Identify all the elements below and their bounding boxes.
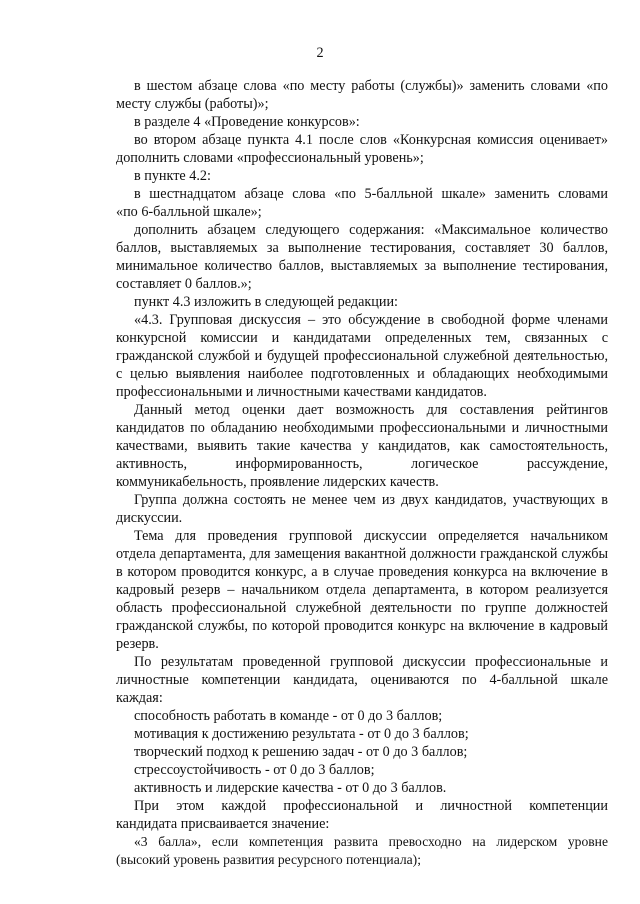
text-line: область профессиональной служебной деятельности по группе должностей xyxy=(116,600,608,616)
text-line: резерв. xyxy=(116,636,159,652)
text-line: Тема для проведения групповой дискуссии определяется начальником xyxy=(134,528,608,544)
text-line: с целью выявления наиболее подготовленных и обладающих необходимыми xyxy=(116,366,608,382)
text-line: «по 6-балльной шкале»; xyxy=(116,204,262,220)
text-line: во втором абзаце пункта 4.1 после слов «Конкурсная комиссия оценивает» xyxy=(134,132,608,148)
text-line: При этом каждой профессиональной и личностной компетенции xyxy=(134,798,608,814)
text-line: стрессоустойчивость - от 0 до 3 баллов; xyxy=(134,762,375,778)
text-line: каждая: xyxy=(116,690,163,706)
text-line: творческий подход к решению задач - от 0 до 3 баллов; xyxy=(134,744,468,760)
text-line: активность, информированность, логическое рассуждение, xyxy=(116,456,608,472)
text-line: коммуникабельность, проявление лидерских качеств. xyxy=(116,474,439,490)
text-line: дискуссии. xyxy=(116,510,183,526)
text-line: кадровый резерв – начальником отдела департамента, в котором реализуется xyxy=(116,582,608,598)
text-line: в котором проводится конкурс, а в случае проведения конкурса на включение в xyxy=(116,564,608,580)
text-line: «3 балла», если компетенция развита превосходно на лидерском уровне xyxy=(134,834,608,849)
text-line: Группа должна состоять не менее чем из двух кандидатов, участвующих в xyxy=(134,492,608,508)
text-line: в шестом абзаце слова «по месту работы (службы)» заменить словами «по xyxy=(134,78,608,94)
text-line: дополнить словами «профессиональный уровень»; xyxy=(116,150,424,166)
text-line: в шестнадцатом абзаце слова «по 5-балльной шкале» заменить словами xyxy=(134,186,608,202)
text-line: «4.3. Групповая дискуссия – это обсуждение в свободной форме членами xyxy=(134,312,608,328)
text-line: способность работать в команде - от 0 до 3 баллов; xyxy=(134,708,443,724)
text-line: мотивация к достижению результата - от 0 до 3 баллов; xyxy=(134,726,469,742)
text-line: гражданской службой и будущей профессиональной служебной деятельностью, xyxy=(116,348,608,364)
text-line: профессиональными и личностными качествами кандидатов. xyxy=(116,384,487,400)
text-line: По результатам проведенной групповой дискуссии профессиональные и xyxy=(134,654,608,670)
text-line: кандидатов по обладанию необходимыми профессиональными и личностными xyxy=(116,420,608,436)
text-line: месту службы (работы)»; xyxy=(116,96,269,112)
text-line: минимальное количество баллов, выставляемых за выполнение тестирования, xyxy=(116,258,608,274)
text-line: дополнить абзацем следующего содержания: «Максимальное количество xyxy=(134,222,608,238)
text-line: (высокий уровень развития ресурсного потенциала); xyxy=(116,852,421,867)
text-line: отдела департамента, для замещения вакантной должности гражданской службы xyxy=(116,546,608,562)
text-line: баллов, выставляемых за выполнение тестирования, составляет 30 баллов, xyxy=(116,240,608,256)
text-line: Данный метод оценки дает возможность для составления рейтингов xyxy=(134,402,608,418)
text-line: составляет 0 баллов.»; xyxy=(116,276,252,292)
text-line: гражданской службы, по которой проводится конкурс на включение в кадровый xyxy=(116,618,608,634)
text-line: в разделе 4 «Проведение конкурсов»: xyxy=(134,114,360,130)
text-line: качествами, выявить такие качества у кандидатов, как самостоятельность, xyxy=(116,438,608,454)
text-line: конкурсной комиссии и кандидатами определенных тем, связанных с xyxy=(116,330,608,346)
page-number: 2 xyxy=(316,45,324,61)
text-line: кандидата присваивается значение: xyxy=(116,816,330,832)
text-line: личностные компетенции кандидата, оцениваются по 4-балльной шкале xyxy=(116,672,608,688)
text-line: активность и лидерские качества - от 0 до 3 баллов. xyxy=(134,780,447,796)
text-line: в пункте 4.2: xyxy=(134,168,211,184)
text-line: пункт 4.3 изложить в следующей редакции: xyxy=(134,294,398,310)
